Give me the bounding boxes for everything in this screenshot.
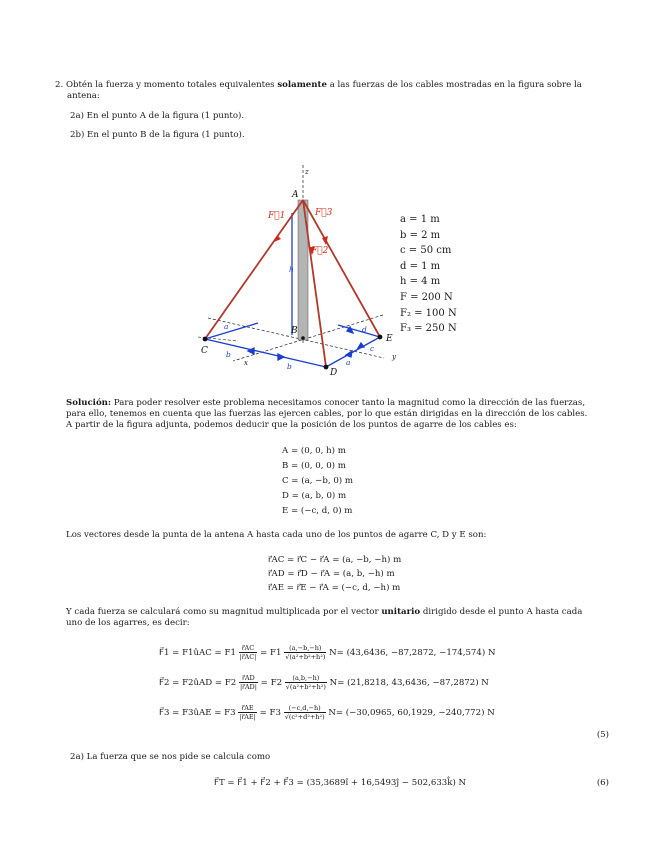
equation-number-6: (6) bbox=[596, 778, 609, 788]
force-3-frac: $\frac{r⃗AE}{|r⃗AE|}$ bbox=[239, 704, 256, 721]
equation-number-5: (5) bbox=[596, 730, 609, 740]
forces-intro-bold: unitario bbox=[381, 607, 421, 617]
point-eq-D: D = (a, b, 0) m bbox=[282, 491, 347, 501]
force-3-lhs: F⃗3 = F3ûAE = F3 bbox=[159, 708, 236, 718]
force-eq-2 bbox=[159, 674, 489, 691]
force-2-frac: $\frac{r⃗AD}{|r⃗AD|}$ bbox=[239, 674, 257, 691]
force-2-mid: = F2 bbox=[260, 678, 283, 688]
param-F2: F₂ = 100 N bbox=[400, 307, 457, 319]
solution-line-2: para ello, tenemos en cuenta que las fuerzas las ejercen cables, por lo que están dirigidas en la dirección de los cables. bbox=[66, 409, 588, 419]
force-eq-1 bbox=[159, 644, 495, 661]
param-a: a = 1 m bbox=[400, 214, 440, 225]
forces-intro-a: Y cada fuerza se calculará como su magnitud multiplicada por el vector bbox=[66, 607, 382, 617]
problem-number: 2. bbox=[55, 80, 64, 90]
label-C: C bbox=[201, 346, 208, 356]
antenna-figure bbox=[188, 165, 412, 378]
forces-intro-line-2: uno de los agarres, es decir: bbox=[66, 618, 190, 628]
vector-AC: r⃗AC = r⃗C − r⃗A = (a, −b, −h) m bbox=[268, 555, 402, 565]
point-eq-C: C = (a, −b, 0) m bbox=[282, 476, 354, 486]
label-b-bottom: b bbox=[287, 362, 292, 371]
label-z: z bbox=[305, 168, 309, 176]
force-3-rhs: N= (−30,0965, 60,1929, −240,772) N bbox=[328, 708, 495, 718]
param-F: F = 200 N bbox=[400, 291, 453, 303]
problem-item-b: 2b) En el punto B de la figura (1 punto). bbox=[70, 130, 245, 140]
vectors-intro: Los vectores desde la punta de la antena A hasta cada uno de los puntos de agarre C, D y E son: bbox=[66, 530, 487, 540]
solution-label: Solución: bbox=[66, 398, 112, 408]
solution-line-3: A partir de la figura adjunta, podemos deducir que la posición de los puntos de agarre de los cables es: bbox=[66, 420, 517, 430]
point-eq-E: E = (−c, d, 0) m bbox=[282, 506, 353, 516]
label-x: x bbox=[244, 359, 248, 367]
label-B: B bbox=[291, 326, 298, 336]
label-c-right: c bbox=[370, 344, 375, 353]
label-E: E bbox=[386, 334, 393, 344]
force-3-frac2: $\frac{(-c,d,-h)}{\text{√(c²+d²+h²)}}$ bbox=[284, 704, 325, 721]
problem-line-2: antena: bbox=[67, 91, 100, 101]
force-2-rhs: N= (21,8218, 43,6436, −87,2872) N bbox=[329, 678, 489, 688]
problem-statement-bold: solamente bbox=[277, 80, 327, 90]
label-F3: F⃗3 bbox=[315, 208, 333, 218]
forces-intro-b: dirigido desde el punto A hasta cada bbox=[420, 607, 583, 617]
point-E bbox=[378, 335, 383, 340]
label-b-left: b bbox=[226, 350, 231, 359]
label-F2: F⃗2 bbox=[311, 246, 329, 256]
force-eq-3 bbox=[159, 704, 495, 721]
point-eq-A: A = (0, 0, h) m bbox=[282, 446, 346, 456]
point-B bbox=[301, 336, 305, 340]
param-h: h = 4 m bbox=[400, 276, 441, 288]
problem-item-a: 2a) En el punto A de la figura (1 punto). bbox=[70, 111, 245, 121]
problem-line-1 bbox=[55, 80, 582, 91]
label-h: h bbox=[289, 265, 294, 274]
force-2-frac2: $\frac{(a,b,-h)}{\text{√(a²+b²+h²)}}$ bbox=[285, 674, 326, 691]
label-D: D bbox=[330, 368, 338, 378]
label-d-right: d bbox=[362, 325, 367, 334]
forces-intro-line-1 bbox=[66, 607, 582, 618]
label-a-left: a bbox=[224, 322, 229, 331]
point-D bbox=[324, 365, 329, 370]
vector-AD: r⃗AD = r⃗D − r⃗A = (a, b, −h) m bbox=[268, 569, 395, 579]
total-force-eq: F⃗T = F⃗1 + F⃗2 + F⃗3 = (35,3689î + 16,5493ĵ − 502,633k̂) N bbox=[214, 778, 467, 788]
force-3-mid: = F3 bbox=[259, 708, 281, 718]
param-d: d = 1 m bbox=[400, 260, 441, 272]
point-C bbox=[203, 337, 208, 342]
vector-AE: r⃗AE = r⃗E − r⃗A = (−c, d, −h) m bbox=[268, 583, 401, 593]
param-c: c = 50 cm bbox=[400, 245, 452, 257]
param-F3: F₃ = 250 N bbox=[400, 323, 457, 335]
solution-line-1 bbox=[66, 398, 585, 409]
problem-statement-b: a las fuerzas de los cables mostradas en la figura sobre la bbox=[326, 80, 582, 90]
label-y: y bbox=[392, 353, 396, 361]
parameter-list bbox=[400, 212, 457, 337]
label-F1: F⃗1 bbox=[268, 211, 286, 221]
label-a-bottom: a bbox=[346, 358, 351, 367]
force-1-rhs: N= (43,6436, −87,2872, −174,574) N bbox=[329, 648, 496, 658]
param-b: b = 2 m bbox=[400, 229, 441, 241]
part-2a-intro: 2a) La fuerza que se nos pide se calcula como bbox=[70, 752, 271, 762]
point-eq-B: B = (0, 0, 0) m bbox=[282, 461, 346, 471]
label-A: A bbox=[292, 190, 299, 200]
force-1-frac: $\frac{r⃗AC}{|r⃗AC|}$ bbox=[239, 644, 257, 661]
force-1-mid: = F1 bbox=[260, 648, 282, 658]
force-2-lhs: F⃗2 = F2ûAD = F2 bbox=[159, 678, 237, 688]
force-1-frac2: $\frac{(a,-b,-h)}{\text{√(a²+b²+h²)}}$ bbox=[285, 644, 326, 661]
problem-statement-a: Obtén la fuerza y momento totales equivalentes bbox=[65, 80, 278, 90]
force-1-lhs: F⃗1 = F1ûAC = F1 bbox=[159, 648, 236, 658]
solution-text-1: Para poder resolver este problema necesitamos conocer tanto la magnitud como la dirección de las fuerzas, bbox=[111, 398, 586, 408]
